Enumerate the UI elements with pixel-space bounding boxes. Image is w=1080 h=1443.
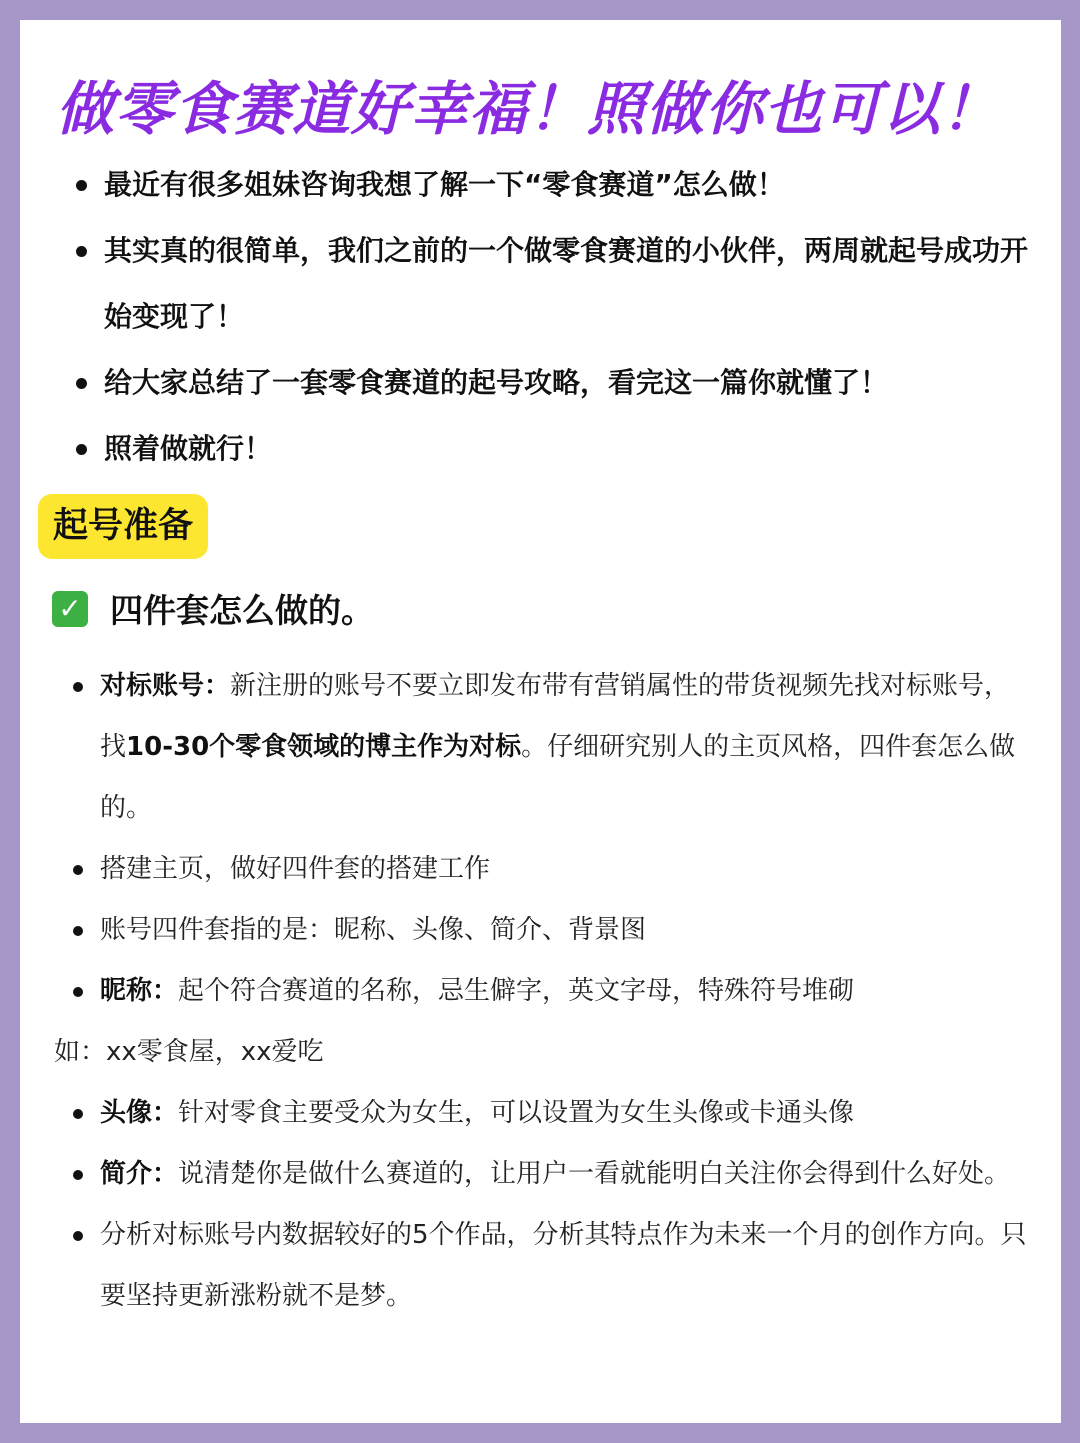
item-text: 新注册的账号不要立即发布带有营销属性的带货视频先找对标账号，找 (100, 671, 1011, 762)
bullet-dot-icon (73, 1231, 83, 1241)
intro-item-text: 最近有很多姐妹咨询我想了解一下“零食赛道”怎么做！ (104, 168, 785, 201)
content-card (20, 20, 1061, 1423)
item-label: 简介： (100, 1159, 179, 1189)
bullet-dot-icon (73, 865, 83, 875)
bullet-dot-icon (76, 378, 87, 389)
list-item (20, 1205, 1061, 1327)
bullet-dot-icon (73, 1170, 83, 1180)
item-text: 账号四件套指的是：昵称、头像、简介、背景图 (100, 915, 647, 945)
item-label: 昵称： (100, 976, 179, 1006)
item-highlight: 10-30个零食领域的博主作为对标 (126, 732, 522, 762)
intro-list (20, 152, 1061, 482)
intro-item (20, 152, 1061, 218)
item-text: 。仔细研究别人的主页风格，四件套怎么做的。 (100, 732, 1016, 823)
bullet-dot-icon (76, 444, 87, 455)
intro-item-text: 给大家总结了一套零食赛道的起号攻略，看完这一篇你就懂了！ (104, 366, 889, 399)
sub-heading-text: 四件套怎么做的。 (110, 591, 374, 630)
list-item (20, 1083, 1061, 1144)
example-line: 如：xx零食屋，xx爱吃 (54, 1037, 324, 1067)
bullet-dot-icon (73, 1109, 83, 1119)
item-text: 说清楚你是做什么赛道的，让用户一看就能明白关注你会得到什么好处。 (178, 1159, 1011, 1189)
item-text: 搭建主页，做好四件套的搭建工作 (100, 854, 491, 884)
item-label: 对标账号： (100, 671, 231, 701)
list-item (20, 900, 1061, 961)
intro-item (20, 218, 1061, 350)
item-text: 分析对标账号内数据较好的5个作品，分析其特点作为未来一个月的创作方向。只要坚持更新涨粉就不是梦。 (100, 1220, 1027, 1311)
check-mark-icon: ✓ (52, 591, 88, 627)
item-label: 头像： (100, 1098, 179, 1128)
list-item (20, 1144, 1061, 1205)
list-item (20, 656, 1061, 839)
intro-item-text: 照着做就行！ (104, 432, 273, 465)
bullet-dot-icon (76, 246, 87, 257)
intro-item (20, 416, 1061, 482)
intro-item (20, 350, 1061, 416)
guide-list (20, 656, 1061, 1327)
bullet-dot-icon (73, 926, 83, 936)
list-item (20, 961, 1061, 1022)
bullet-dot-icon (76, 180, 87, 191)
page-title: 做零食赛道好幸福！照做你也可以！ (56, 75, 1001, 143)
section-tag: 起号准备 (38, 494, 208, 559)
item-text: 起个符合赛道的名称，忌生僻字，英文字母，特殊符号堆砌 (178, 976, 855, 1006)
intro-item-text: 其实真的很简单，我们之前的一个做零食赛道的小伙伴，两周就起号成功开始变现了！ (104, 234, 1029, 333)
list-item (20, 839, 1061, 900)
bullet-dot-icon (73, 682, 83, 692)
bullet-dot-icon (73, 987, 83, 997)
item-text: 针对零食主要受众为女生，可以设置为女生头像或卡通头像 (178, 1098, 855, 1128)
